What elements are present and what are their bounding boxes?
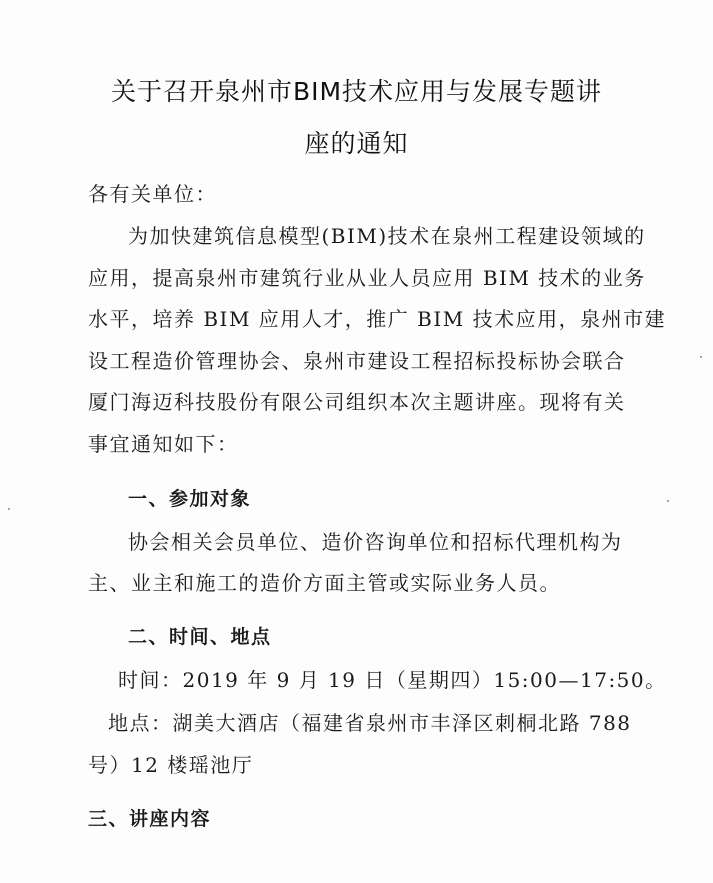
document-title-line-1: 关于召开泉州市BIM技术应用与发展专题讲 (110, 77, 603, 106)
scan-speck (8, 508, 10, 510)
scan-speck (700, 356, 702, 358)
intro-line: 厦门海迈科技股份有限公司组织本次主题讲座。现将有关 (88, 390, 626, 414)
intro-line: 事宜通知如下： (88, 432, 239, 456)
event-place-line: 号）12 楼瑶池厅 (88, 753, 254, 777)
event-place-line: 地点：湖美大酒店（福建省泉州市丰泽区刺桐北路 788 (108, 711, 632, 735)
document-title-line-2: 座的通知 (304, 129, 409, 158)
section-heading-attendees: 一、参加对象 (128, 488, 252, 510)
intro-line: 为加快建筑信息模型(BIM)技术在泉州工程建设领域的 (128, 224, 646, 248)
section-heading-content: 三、讲座内容 (88, 808, 212, 830)
intro-line: 水平，培养 BIM 应用人才，推广 BIM 技术应用，泉州市建 (88, 307, 667, 331)
scan-speck (667, 500, 669, 502)
intro-line: 设工程造价管理协会、泉州市建设工程招标投标协会联合 (88, 349, 626, 373)
event-time: 时间：2019 年 9 月 19 日（星期四）15:00—17:50。 (118, 668, 667, 692)
section-body-line: 主、业主和施工的造价方面主管或实际业务人员。 (88, 571, 561, 595)
section-heading-time-place: 二、时间、地点 (128, 626, 272, 648)
section-body-line: 协会相关会员单位、造价咨询单位和招标代理机构为 (128, 530, 623, 554)
salutation: 各有关单位： (88, 182, 217, 206)
intro-line: 应用，提高泉州市建筑行业从业人员应用 BIM 技术的业务 (88, 266, 646, 290)
